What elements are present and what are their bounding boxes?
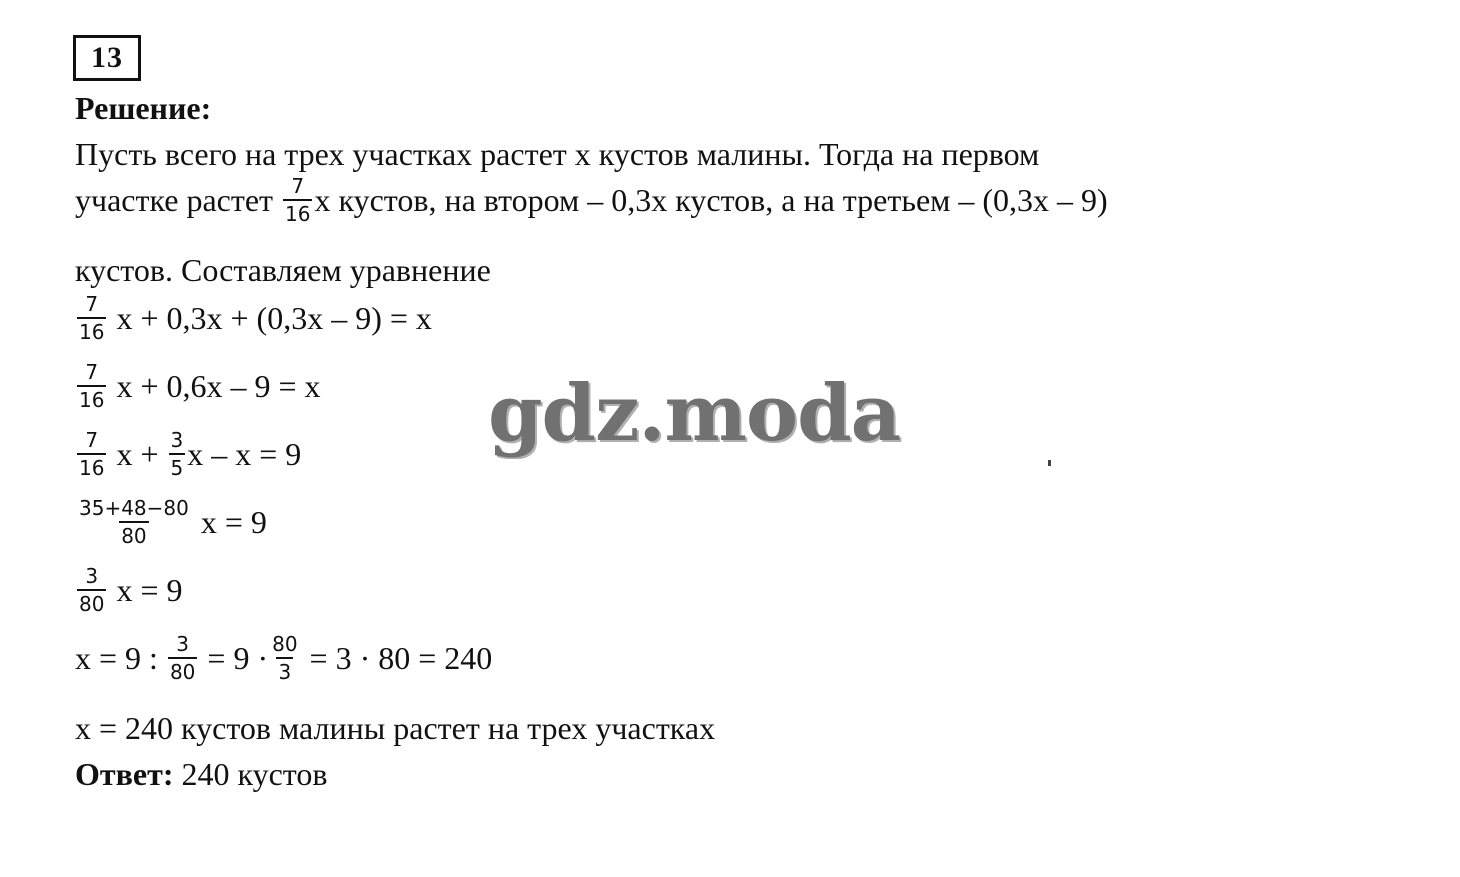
- intro-line-2-end: x кустов, на втором – 0,3x кустов, а на третьем – (0,3x – 9): [314, 181, 1108, 218]
- equation-6-middle: = 9 ·: [199, 639, 269, 676]
- fraction-denominator: 16: [283, 199, 312, 224]
- equation-1: [75, 294, 432, 342]
- answer-value: 240 кустов: [173, 756, 328, 792]
- fraction-numerator: 3: [170, 428, 184, 452]
- fraction-denominator: 80: [119, 521, 148, 546]
- fraction-denominator: 16: [77, 317, 106, 342]
- equation-2: [75, 362, 321, 410]
- intro-line-2-start: участке растет: [75, 181, 282, 218]
- fraction-denominator: 5: [169, 453, 186, 478]
- fraction-denominator: 80: [168, 657, 197, 682]
- fraction-numerator: 7: [291, 174, 305, 198]
- conclusion-line: x = 240 кустов малины растет на трех участках: [75, 710, 716, 746]
- equation-3-rest: x – x = 9: [187, 435, 302, 472]
- equation-6-start: x = 9 :: [75, 639, 166, 676]
- fraction-seven-sixteenths: [283, 176, 312, 224]
- fraction-numerator: 7: [85, 292, 99, 316]
- fraction-numerator: 3: [176, 632, 190, 656]
- answer-label: Ответ:: [75, 756, 174, 792]
- solution-heading: Решение:: [75, 90, 212, 126]
- fraction-numerator: 7: [85, 428, 99, 452]
- equation-3-fraction-1: [77, 430, 106, 478]
- equation-6-fraction-2: [270, 634, 299, 682]
- fraction-denominator: 80: [77, 589, 106, 614]
- equation-6: [75, 634, 492, 682]
- problem-number: 13: [73, 35, 141, 81]
- equation-5-rest: x = 9: [108, 571, 183, 608]
- equation-2-rest: x + 0,6x – 9 = x: [108, 367, 321, 404]
- answer-line: [75, 758, 327, 790]
- fraction-denominator: 16: [77, 385, 106, 410]
- fraction-numerator: 7: [85, 360, 99, 384]
- intro-line-2: [75, 176, 1108, 224]
- intro-line-3: кустов. Составляем уравнение: [75, 252, 491, 288]
- equation-5: [75, 566, 183, 614]
- equation-4-fraction: [77, 498, 191, 546]
- equation-1-rest: x + 0,3x + (0,3x – 9) = x: [108, 299, 432, 336]
- fraction-denominator: 16: [77, 453, 106, 478]
- equation-1-fraction: [77, 294, 106, 342]
- equation-3-fraction-2: [169, 430, 186, 478]
- fraction-numerator: 3: [85, 564, 99, 588]
- intro-line-1: Пусть всего на трех участках растет x кустов малины. Тогда на первом: [75, 136, 1040, 172]
- equation-4-rest: x = 9: [192, 503, 267, 540]
- equation-6-rest: = 3 · 80 = 240: [301, 639, 493, 676]
- fraction-numerator: 35+48−80: [79, 496, 189, 520]
- equation-3-middle: x +: [108, 435, 167, 472]
- fraction-denominator: 3: [276, 657, 293, 682]
- fraction-numerator: 80: [272, 632, 298, 656]
- watermark-logo: gdz.moda: [488, 368, 901, 459]
- equation-6-fraction-1: [168, 634, 197, 682]
- scan-speck: [1048, 460, 1051, 466]
- equation-2-fraction: [77, 362, 106, 410]
- equation-5-fraction: [77, 566, 106, 614]
- equation-3: [75, 430, 301, 478]
- equation-4: [75, 498, 267, 546]
